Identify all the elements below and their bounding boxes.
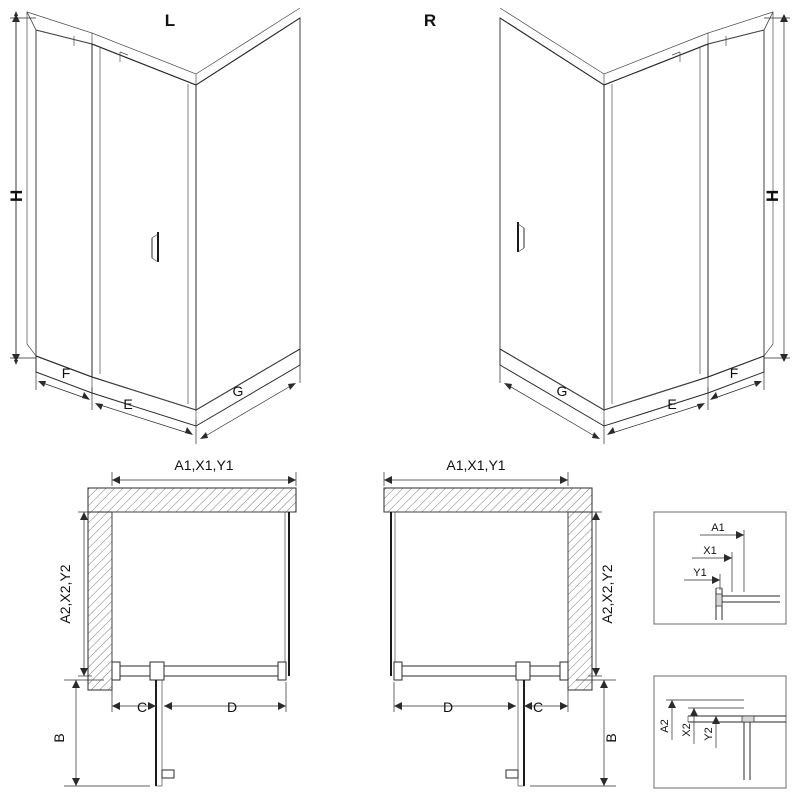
label-side-dim-right: A2,X2,Y2 (599, 564, 615, 624)
label-side-dim-left: A2,X2,Y2 (57, 564, 73, 624)
label-detail-x1: X1 (703, 545, 717, 557)
view-left-plan (51, 457, 296, 786)
label-height-left: H (7, 189, 26, 202)
view-right-plan (384, 457, 619, 786)
label-seg-left-c: C (136, 699, 148, 715)
label-side-short-right: F (729, 365, 739, 381)
label-seg-right-c: C (532, 699, 544, 715)
label-top-dim-left: A1,X1,Y1 (174, 457, 234, 473)
label-height-right: H (763, 189, 782, 202)
label-side-short-left: F (61, 365, 71, 381)
label-swing-right: B (603, 733, 619, 743)
label-swing-left: B (51, 733, 67, 743)
label-door-right: E (667, 396, 677, 412)
label-top-dim-right: A1,X1,Y1 (446, 457, 506, 473)
view-left-isometric (7, 8, 300, 444)
label-seg-right-d: D (226, 699, 238, 715)
label-side-long-left: G (232, 383, 244, 399)
label-detail-a2: A2 (659, 719, 671, 733)
view-right-isometric (424, 8, 790, 444)
label-detail-y1: Y1 (693, 567, 707, 579)
label-detail-a1: A1 (711, 522, 725, 534)
label-handing-left: L (164, 11, 176, 30)
label-detail-y2: Y2 (703, 727, 715, 741)
label-side-long-right: G (556, 383, 568, 399)
label-seg-left-d: D (442, 699, 454, 715)
label-detail-x2: X2 (681, 723, 693, 737)
detail-upper (654, 512, 786, 624)
label-handing-right: R (423, 11, 437, 30)
label-door-left: E (123, 396, 133, 412)
detail-lower (654, 676, 786, 788)
